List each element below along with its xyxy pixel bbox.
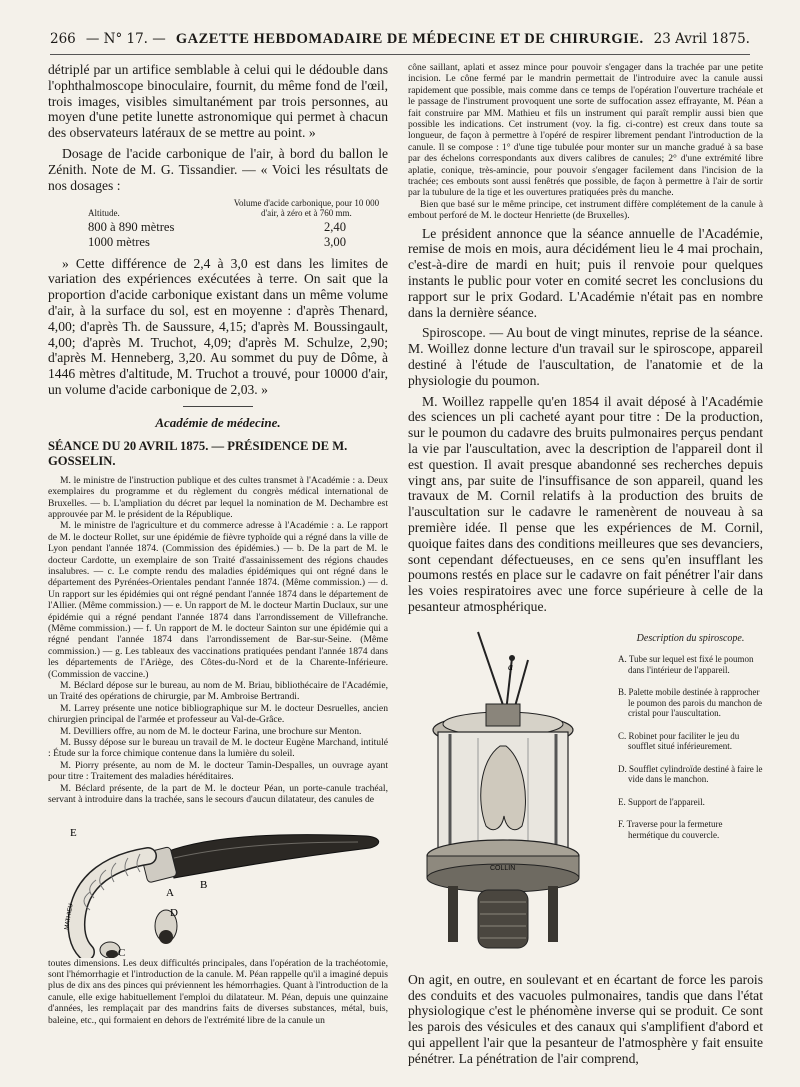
paragraph-woillez: M. Woillez rappelle qu'en 1854 il avait déposé à l'Académie des sciences un pli cacheté ayant pour titre : De la production, sur le poumon du cadavre des bruits pulmonaires perçus pendant la vie par l'auscultation, avec la description de l'appareil dont il est question. Il avait presque abandonné ses recherches depuis vingt ans, par suite de l'insuffisance de son appareil, quand les travaux de M. Cornil relatifs à la production des bruits de l'auscultation sur le cadavre le ramenèrent de nouveau à sa première idée. Il pense que les expériences de M. Cornil, quoique faites dans des conditions meilleures que ses devanciers, sont cependant défectueuses, en ce sens qu'en insufflant les poumons restés en place sur le cadavre on fait pénétrer l'air dans les voies respiratoires avec une force supérieure à celle de la pesanteur atmosphérique. xyxy=(408,393,763,615)
paragraph-tracheotomie: toutes dimensions. Les deux difficultés principales, dans l'opération de la trachéotomie, sont l'hémorrhagie et l'introduction de la canule. M. Péan rappelle qu'il a imaginé depuis plus de dix ans des pinces qui préviennent les hémorrhagies. Quant à l'introduction de la canule, elle exige habituellement l'emploi du dilatateur. M. Péan, depuis une quinzaine d'années, les remplaçait par des mandrins faits de diverses substances, métal, buis, baleine, etc., qui formaient en dehors de l'extrémité libre de la canule un xyxy=(48,957,388,1026)
label-a: a xyxy=(508,661,513,673)
label-A: A xyxy=(166,886,174,899)
dosage-table-rows xyxy=(48,220,388,249)
item-beclard-pean: M. Béclard présente, de la part de M. le docteur Péan, un porte-canule trachéal, servant à introduire dans la trachée, sans le secours d'aucun dilatateur, des canules de xyxy=(48,782,388,806)
item-correspondence-1: M. le ministre de l'instruction publique et des cultes transmet à l'Académie : a. Deux exemplaires du programme et du règlement du congrès médical international de Bruxelles. — b. L'ampliation du décret par lequel la nomination de M. Dechambre est approuvée par M. le président de la République. xyxy=(48,474,388,520)
paragraph-henriette: Bien que basé sur le même principe, cet instrument diffère complétement de la canule à embout perforé de M. le docteur Henriette (de Bruxelles). xyxy=(408,198,763,222)
section-title: Académie de médecine. xyxy=(155,414,281,430)
legend-item: A. Tube sur lequel est fixé le poumon dans l'intérieur de l'appareil. xyxy=(618,654,754,675)
label-C: C xyxy=(118,946,126,958)
item-piorry: M. Piorry présente, au nom de M. le docteur Tamin-Despalles, un ouvrage ayant pour titre : Traitement des maladies héréditaires. xyxy=(48,759,388,783)
label-D: D xyxy=(170,906,178,919)
legend-item: B. Palette mobile destinée à rapprocher le poumon des parois du manchon de cristal pour l'auscultation. xyxy=(618,687,762,719)
item-bussy: M. Bussy dépose sur le bureau un travail de M. le docteur Eugène Marchand, intitulé : Étude sur la force chimique contenue dans la lumière du soleil. xyxy=(48,737,388,760)
page-number: 266 xyxy=(50,31,76,47)
paragraph-dosage-intro: Dosage de l'acide carbonique de l'air, à bord du ballon le Zénith. Note de M. G. Tissandier. — « Voici les résultats de nos dosages : xyxy=(48,145,388,193)
item-beclard: M. Béclard dépose sur le bureau, au nom de M. Briau, bibliothécaire de l'Académie, un Traité des opérations de chirurgie, par M. Ambroise Bertrandi. xyxy=(48,680,388,703)
legend-item: F. Traverse pour la fermeture hermétique du couvercle. xyxy=(618,819,723,840)
legend-item: C. Robinet pour faciliter le jeu du soufflet situé inférieurement. xyxy=(618,730,740,752)
item-correspondence-2: M. le ministre de l'agriculture et du commerce adresse à l'Académie : a. Le rapport de M. le docteur Rollet, sur une épidémie de fièvre typhoïde qui a régné dans la ville de Lyon pendant l'année 1874. (Commission des épidémies.) — b. De la part de M. le docteur Cardotte, un exemplaire de son Traité d'assainissement des régions chaudes insalubres. — c. Le compte rendu des maladies épidémiques qui ont régné dans le département des Pyrénées-Orientales pendant l'année 1874. (Même commission.) — d. Un rapport sur les épidémies qui ont régné pendant l'année 1874 dans le département de l'Allier. (Même commission.) — e. Un rapport de M. le docteur Martin Duclaux, sur une épidémie qui a régné pendant l'année 1874 dans l'arrondissement de Villefranche. (Même commission.) — f. Un rapport de M. le docteur Sainton sur une épidémie qui a régné pendant l'année 1874 dans l'arrondissement de Bar-sur-Seine. (Même commission.) — g. Les tableaux des vaccinations pratiquées pendant l'année 1874 dans les départements de l'Ariège, des Côtes-du-Nord et de la Charente-Inférieure. (Commission de vaccine.) xyxy=(48,520,388,680)
legend-item: E. Support de l'appareil. xyxy=(618,796,705,807)
porte-canule-illustration xyxy=(48,806,388,958)
legend-item: D. Soufflet cylindroïde destiné à faire le vide dans le manchon. xyxy=(618,763,763,785)
paragraph-spiroscope: Spiroscope. — Au bout de vingt minutes, reprise de la séance. M. Woillez donne lecture d'un travail sur le spiroscope, appareil destiné à l'étude de l'auscultation, de l'anatomie et de la physiologie du poumon. xyxy=(408,325,763,388)
table-row: 800 à 890 mètres 2,40 xyxy=(88,220,346,235)
left-column xyxy=(48,62,388,1026)
paragraph-cone: cône saillant, aplati et assez mince pour pouvoir s'engager dans la trachée par une petite incision. Le cône fermé par le mandrin permettait de l'introduire avec la canule aussi rapidement que possible, mais comme dans ce temps de l'opération l'ouverture trachéale et le passage de l'instrument provoquent une sorte de suffocation assez effrayante, M. Péan a fait construire par MM. Mathieu et fils un instrument qui paraît remplir aussi bien que possible les indications. Cet instrument (voy. la fig. ci-contre) est creux dans toute sa longueur, de façon à permettre à l'opéré de respirer librement pendant l'introduction de la canule. Il se compose : 1° d'une tige tubulée pour monter sur un manche gradué à sa base par des échelons correspondants aux divers calibres de canules; 2° d'une extrémité libre aplatie, conique, très-amincie, pour pouvoir s'engager facilement dans l'incision de la trachée; ces embouts sont aussi fenêtrés que possible, de façon à permettre à l'air de sortir par la tubulure de la tige et les ouvertures pratiquées près du manche. xyxy=(408,62,763,199)
page-header xyxy=(50,28,750,55)
spiroscope-legend xyxy=(618,634,763,853)
label-B: B xyxy=(200,878,208,891)
table-row: 1000 mètres 3,00 xyxy=(88,234,346,249)
dosage-table-header xyxy=(48,198,388,218)
figure-spiroscope xyxy=(408,620,763,972)
section-divider xyxy=(183,406,253,407)
table-header-volume: Volume d'acide carbonique, pour 10 000 d'air, à zéro et à 760 mm. xyxy=(233,198,380,219)
maker-mark: MATHIEU xyxy=(64,902,75,930)
issue-date: 23 Avril 1875. xyxy=(653,31,750,47)
right-column xyxy=(408,62,763,1072)
paragraph-difference: » Cette différence de 2,4 à 3,0 est dans les limites de variation des expériences exécutées à terre. On sait que la proportion d'acide carbonique existant dans un même volume d'air, à la surface du sol, est en moyenne : d'après Thenard, 4,00; d'après Th. de Saussure, 4,15; d'après M. Boussingault, 4,00; d'après M. Truchot, 4,09; d'après M. Schulze, 2,90; d'après M. Henneberg, 3,20. Au sommet du puy de Dôme, à 1446 mètres d'altitude, M. Truchot a trouvé, pour 10000 d'air, un volume d'acide carbonique de 2,03. » xyxy=(48,255,388,397)
issue-number: — N° 17. — xyxy=(85,31,166,47)
journal-title: GAZETTE HEBDOMADAIRE DE MÉDECINE ET DE CHIRURGIE. xyxy=(175,30,644,47)
spiroscope-illustration xyxy=(408,620,608,972)
label-E: E xyxy=(70,826,77,839)
legend-title: Description du spiroscope. xyxy=(636,632,745,644)
table-header-altitude: Altitude. xyxy=(88,208,120,219)
seance-heading: SÉANCE DU 20 AVRIL 1875. — PRÉSIDENCE DE M. GOSSELIN. xyxy=(48,438,348,468)
figure-porte-canule xyxy=(48,806,388,958)
paragraph-on-agit: On agit, en outre, en soulevant et en écartant de force les parois des conduits et des vacuoles pulmonaires, tandis que dans l'état physiologique c'est le phénomène inverse qui se produit. Ce sont les parois des vésicules et des canaux qui s'amplifient d'abord et qui appellent l'air que la pesanteur de l'atmosphère y fait ensuite pénétrer. La pénétration de l'air comprend, xyxy=(408,971,763,1066)
paragraph-ophthalmoscope: détriplé par un artifice semblable à celui qui le dédouble dans l'ophthalmoscope binoculaire, fournit, du même fond de l'œil, trois images, visibles simultanément par trois personnes, au moyen d'une petite lunette astronomique qui permet à chacun des observateurs latéraux de se mettre au point. » xyxy=(48,62,388,141)
maker-collin: COLLIN xyxy=(490,864,516,872)
item-devilliers: M. Devilliers offre, au nom de M. le docteur Farina, une brochure sur Menton. xyxy=(60,725,362,737)
item-larrey: M. Larrey présente une notice bibliographique sur M. le docteur Desruelles, ancien chirurgien principal de l'armée et professeur au Val-de-Grâce. xyxy=(48,702,388,726)
paragraph-president: Le président annonce que la séance annuelle de l'Académie, remise de mois en mois, aura décidément lieu le 4 mai prochain, c'est-à-dire de mardi en huit; puis il renvoie pour quelques instants le public pour voter en comité secret les conclusions du rapport sur le prix Godard. L'Académie n'était pas en nombre dans la dernière séance. xyxy=(408,225,763,320)
